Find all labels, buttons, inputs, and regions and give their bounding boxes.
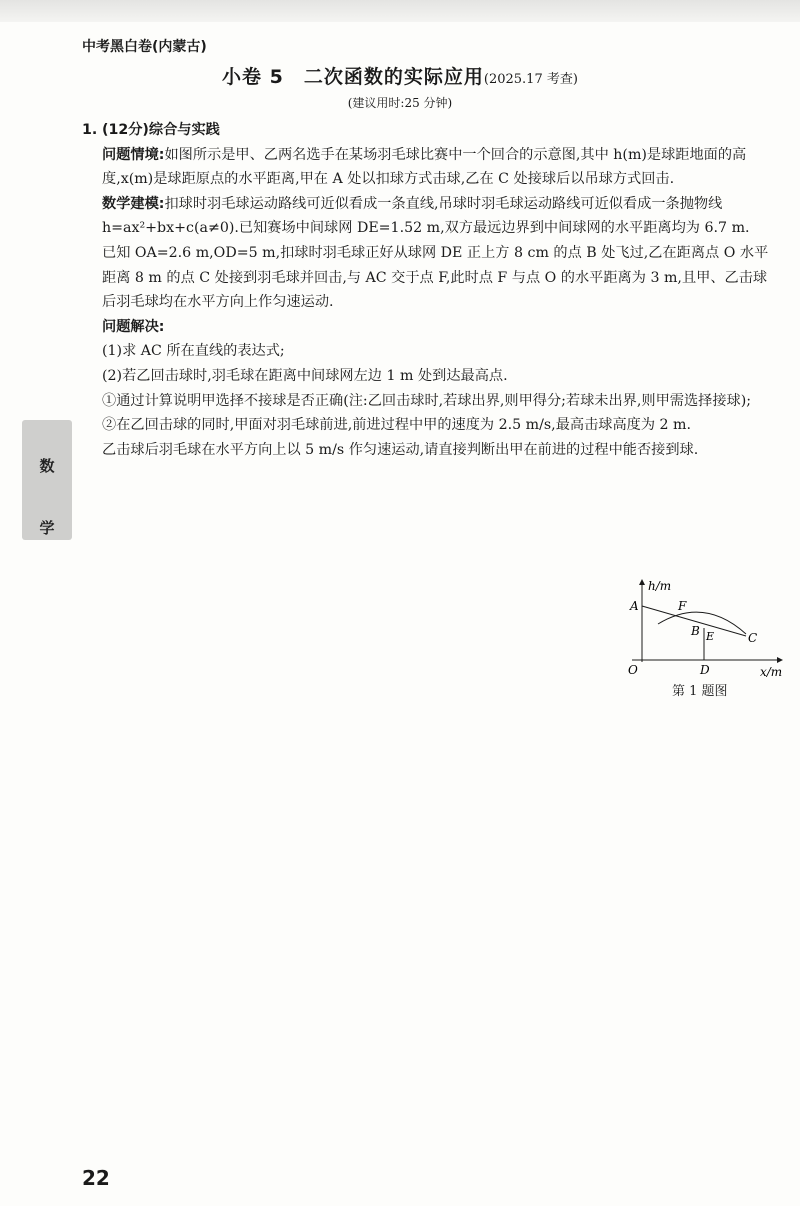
sub-question-1: ①通过计算说明甲选择不接球是否正确(注:乙回击球时,若球出界,则甲得分;若球未出界,则甲需选择接球); (102, 392, 752, 409)
part-2: (2)若乙回击球时,羽毛球在距离中间球网左边 1 m 处到达最高点. (102, 367, 508, 384)
x-axis-label: x/m (760, 665, 783, 679)
title-exam-ref: (2025.17 考查) (483, 72, 578, 87)
subject-side-tab (22, 420, 72, 540)
modeling-label: 数学建模: (102, 195, 165, 212)
title-main: 小卷 5 二次函数的实际应用 (222, 66, 484, 88)
known-conditions: 已知 OA=2.6 m,OD=5 m,扣球时羽毛球正好从球网 DE 正上方 8 cm 的点 B 处飞过,乙在距离点 O 水平距离 8 m 的点 C 处接到羽毛球并回击,与 AC 交于点 F,此时点 F 与点 O 的水平距离为 3 m,且甲、乙击球后羽毛球均在水平方向上作匀速运动. (102, 244, 769, 311)
question-heading-text: (12分)综合与实践 (102, 122, 220, 138)
scan-top-band (0, 0, 800, 22)
y-axis-label: h/m (648, 579, 672, 593)
part-1: (1)求 AC 所在直线的表达式; (102, 343, 285, 360)
book-series-header: 中考黑白卷(内蒙古) (82, 39, 207, 55)
point-c-label: C (748, 631, 758, 645)
question-heading (82, 118, 772, 143)
point-e-label: E (706, 630, 715, 643)
modeling-text: 扣球时羽毛球运动路线可近似看成一条直线,吊球时羽毛球运动路线可近似看成一条抛物线 h=ax²+bx+c(a≠0).已知赛场中间球网 DE=1.52 m,双方最远边界到中间球网的水平距离均为 6.7 m. (102, 195, 750, 237)
suggested-time: (建议用时:25 分钟) (347, 96, 453, 110)
sub-question-2b: 乙击球后羽毛球在水平方向上以 5 m/s 作匀速运动,请直接判断出甲在前进的过程中能否接到球. (102, 441, 699, 458)
point-a-label: A (630, 599, 639, 613)
sub-question-2a: ②在乙回击球的同时,甲面对羽毛球前进,前进过程中甲的速度为 2.5 m/s,最高击球高度为 2 m. (102, 417, 692, 434)
situation-text: 如图所示是甲、乙两名选手在某场羽毛球比赛中一个回合的示意图,其中 h(m)是球距地面的高度,x(m)是球距原点的水平距离,甲在 A 处以扣球方式击球,乙在 C 处接球后以吊球方式回击. (102, 146, 747, 188)
origin-label: O (628, 663, 638, 677)
question-body (82, 118, 772, 462)
figure-caption: 第 1 题图 (672, 684, 728, 699)
math-modeling (82, 192, 772, 241)
side-tab-char-2: 学 (39, 519, 55, 537)
point-b-label: B (691, 624, 700, 638)
point-d-label: D (700, 663, 710, 677)
situation-label: 问题情境: (102, 146, 165, 163)
page-number: 22 (82, 1166, 110, 1190)
problem-situation (82, 143, 772, 192)
side-tab-char-1: 数 (39, 457, 55, 475)
question-number: 1. (82, 122, 98, 138)
solve-label: 问题解决: (102, 318, 165, 335)
badminton-trajectory-figure (612, 576, 792, 680)
point-f-label: F (678, 599, 687, 613)
page-title (0, 62, 800, 89)
